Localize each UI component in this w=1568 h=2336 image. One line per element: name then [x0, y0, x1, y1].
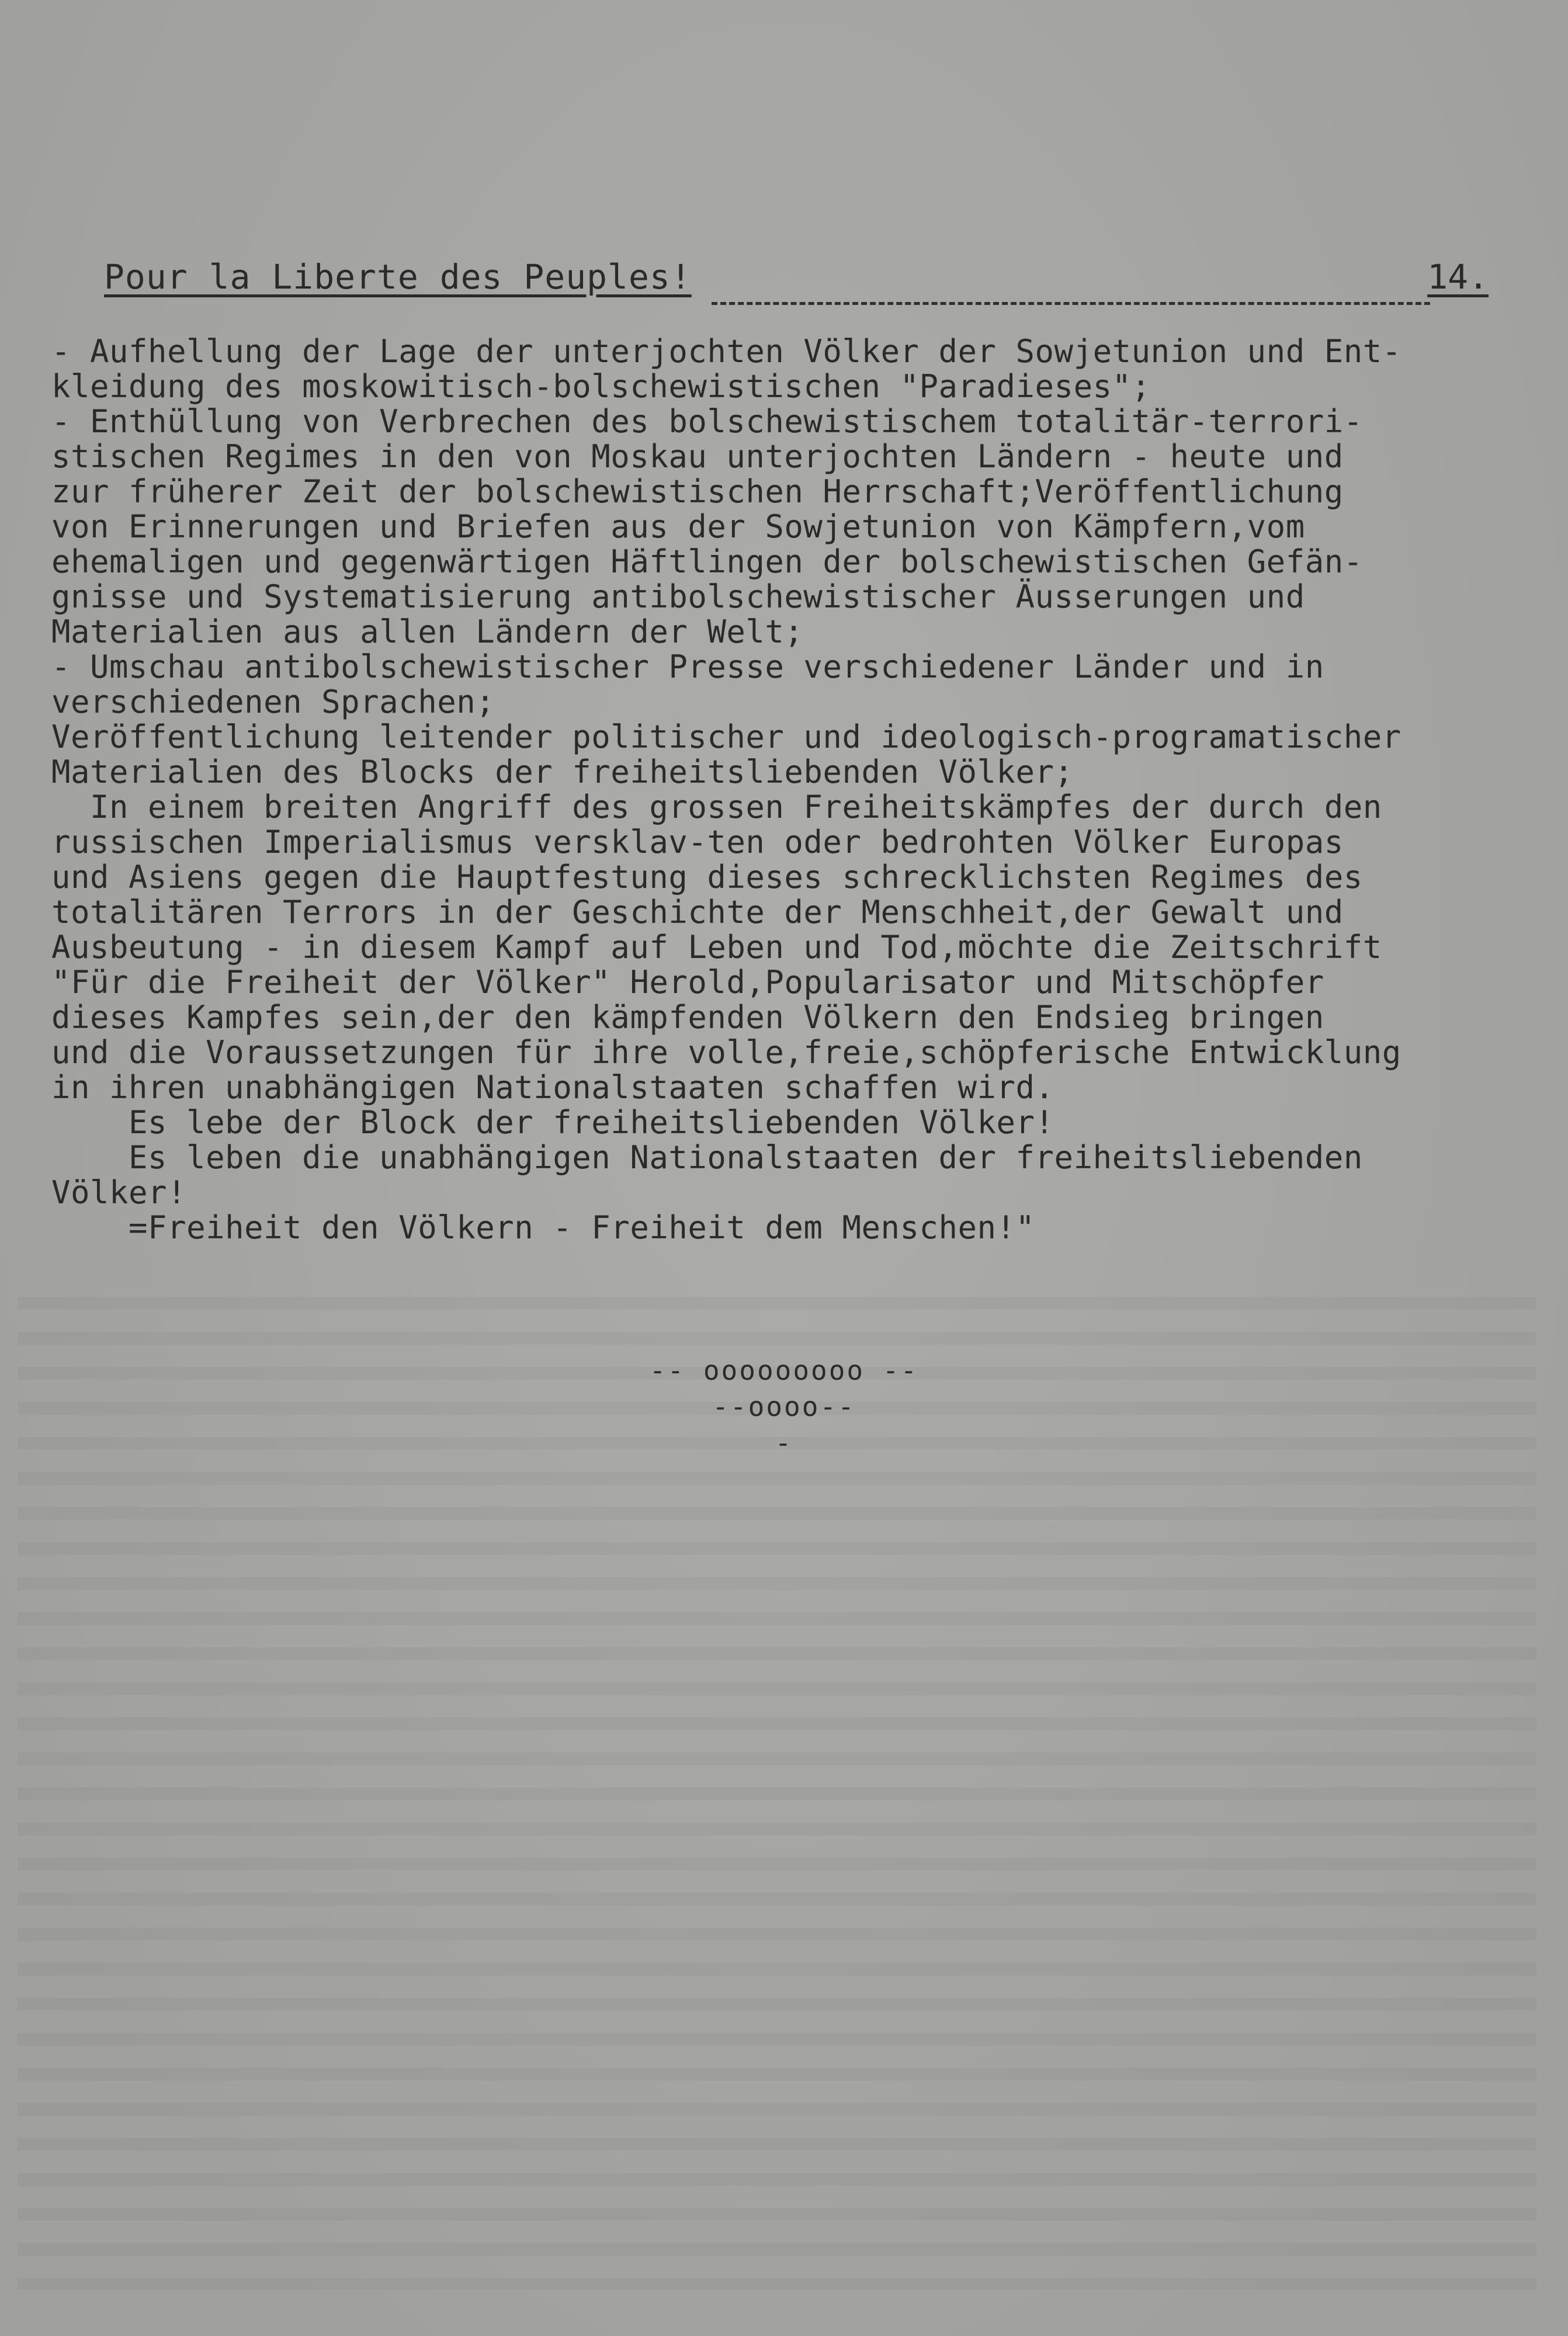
header-title: Pour la Liberte des Peuples! — [104, 257, 692, 297]
page-number: 14. — [1427, 257, 1489, 297]
text-line: Ausbeutung - in diesem Kampf auf Leben und Tod,möchte die Zeitschrift — [51, 929, 1382, 966]
text-line: - Enthüllung von Verbrechen des bolschewistischem totalitär-terrori- — [51, 403, 1363, 440]
text-line: und die Voraussetzungen für ihre volle,freie,schöpferische Entwicklung — [51, 1034, 1402, 1071]
body-text — [51, 334, 1512, 1245]
text-line: Veröffentlichung leitender politischer und ideologisch-programatischer — [51, 718, 1402, 755]
text-line: Es lebe der Block der freiheitsliebenden Völker! — [51, 1104, 1054, 1141]
ornament-row: -- ooooooooo -- — [649, 1355, 919, 1386]
text-line: ehemaligen und gegenwärtigen Häftlingen der bolschewistischen Gefän- — [51, 543, 1363, 580]
ornament-row: --oooo-- — [712, 1391, 856, 1422]
page-header — [104, 257, 1489, 310]
text-line: verschiedenen Sprachen; — [51, 683, 495, 720]
text-line: russischen Imperialismus versklav-ten oder bedrohten Völker Europas — [51, 824, 1344, 860]
text-line: - Aufhellung der Lage der unterjochten Völker der Sowjetunion und Ent- — [51, 333, 1402, 370]
ornament-row: - — [775, 1427, 793, 1459]
text-line: totalitären Terrors in der Geschichte der Menschheit,der Gewalt und — [51, 894, 1344, 931]
text-line: dieses Kampfes sein,der den kämpfenden Völkern den Endsieg bringen — [51, 999, 1324, 1036]
text-line: =Freiheit den Völkern - Freiheit dem Menschen!" — [51, 1209, 1035, 1246]
text-line: In einem breiten Angriff des grossen Freiheitskämpfes der durch den — [51, 789, 1382, 825]
text-line: Materialien des Blocks der freiheitsliebenden Völker; — [51, 754, 1074, 790]
text-line: stischen Regimes in den von Moskau unterjochten Ländern - heute und — [51, 438, 1344, 475]
text-line: von Erinnerungen und Briefen aus der Sowjetunion von Kämpfern,vom — [51, 508, 1305, 545]
text-line: Es leben die unabhängigen Nationalstaaten der freiheitsliebenden — [51, 1139, 1363, 1176]
text-line: Materialien aus allen Ländern der Welt; — [51, 613, 804, 650]
header-dashed-rule — [712, 302, 1430, 305]
text-line: "Für die Freiheit der Völker" Herold,Popularisator und Mitschöpfer — [51, 964, 1324, 1001]
text-line: zur früherer Zeit der bolschewistischen Herrschaft;Veröffentlichung — [51, 473, 1344, 510]
text-line: Völker! — [51, 1174, 187, 1211]
closing-ornament — [0, 1352, 1568, 1461]
text-line: und Asiens gegen die Hauptfestung dieses schrecklichsten Regimes des — [51, 859, 1363, 895]
text-line: - Umschau antibolschewistischer Presse verschiedener Länder und in — [51, 648, 1324, 685]
text-line: in ihren unabhängigen Nationalstaaten schaffen wird. — [51, 1069, 1054, 1106]
text-line: gnisse und Systematisierung antibolschewistischer Äusserungen und — [51, 578, 1305, 615]
text-line: kleidung des moskowitisch-bolschewistischen "Paradieses"; — [51, 368, 1151, 405]
